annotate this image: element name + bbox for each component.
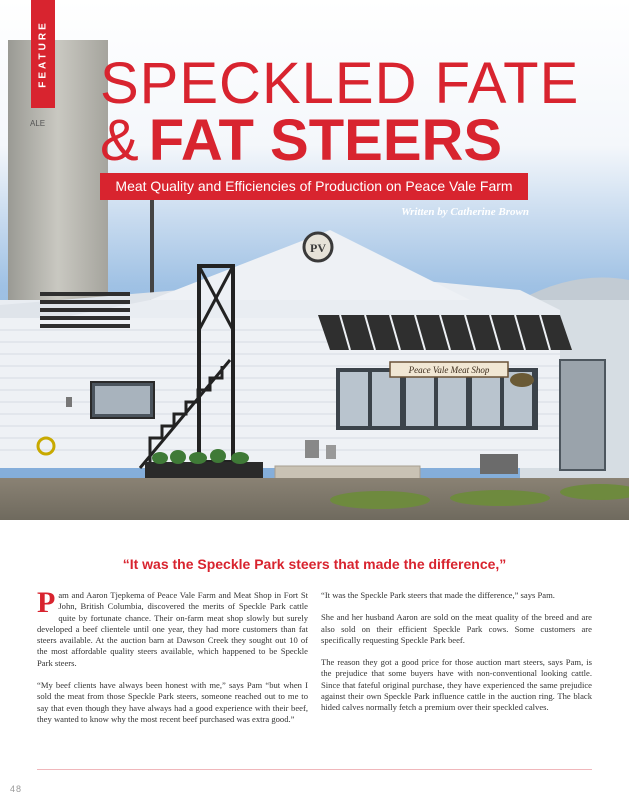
paragraph — [37, 586, 308, 669]
title-line2 — [100, 108, 503, 173]
body-column-right — [321, 590, 592, 725]
svg-text:Peace Vale Meat Shop: Peace Vale Meat Shop — [408, 365, 490, 375]
paragraph: She and her husband Aaron are sold on the meat quality of the breed and are also sold on their efficient Speckle Park cows. Some customers are specifically requesting Speckle Park beef. — [321, 612, 592, 645]
page-number: 48 — [10, 784, 23, 794]
drop-cap: P — [37, 586, 56, 619]
subtitle-banner: Meat Quality and Efficiencies of Production on Peace Vale Farm — [100, 173, 528, 200]
footer-rule — [37, 769, 592, 770]
byline: Written by Catherine Brown — [401, 206, 529, 218]
pull-quote: “It was the Speckle Park steers that made the difference,” — [122, 556, 507, 572]
paragraph-text: am and Aaron Tjepkema of Peace Vale Farm and Meat Shop in Fort St John, British Columbia, discovered the merits of Speckle Park cattle quite by fortunate chance. Their on-farm meat shop slowly but surely developed a beef clientele until one year, they had more customers than fat steers available. At the auction barn at Dawson Creek they sought out 10 of the most affordable quality steers available, which happened to be Speckle Park steers. — [37, 590, 308, 668]
silo-text: ALE — [30, 119, 46, 128]
paragraph: “My beef clients have always been honest with me,” says Pam “but when I sold the meat from those Speckle Park steers, someone reached out to me to say that even though they have always had a good experience with their beef, they wanted to know why the most recent beef purchased was extra good.” — [37, 680, 308, 724]
paragraph: “It was the Speckle Park steers that made the difference,” says Pam. — [321, 590, 555, 600]
feature-tab — [31, 0, 55, 108]
title-bold: FAT STEERS — [148, 108, 503, 173]
paragraph: The reason they got a good price for those auction mart steers, says Pam, is the prejudice that some buyers have with non-conventional looking cattle. Since that fateful original purchase, they have experienced the same prejudice against their own Speckle Park influence cattle in the auction ring. The black hided calves normally fetch a premium over their speckled calves. — [321, 657, 592, 713]
title-ampersand: & — [100, 108, 139, 173]
feature-label: FEATURE — [37, 20, 49, 88]
silo — [8, 40, 108, 310]
title-line1: SPECKLED FATE — [100, 51, 580, 116]
svg-text:PV: PV — [310, 241, 326, 255]
body-column-left — [37, 586, 308, 736]
